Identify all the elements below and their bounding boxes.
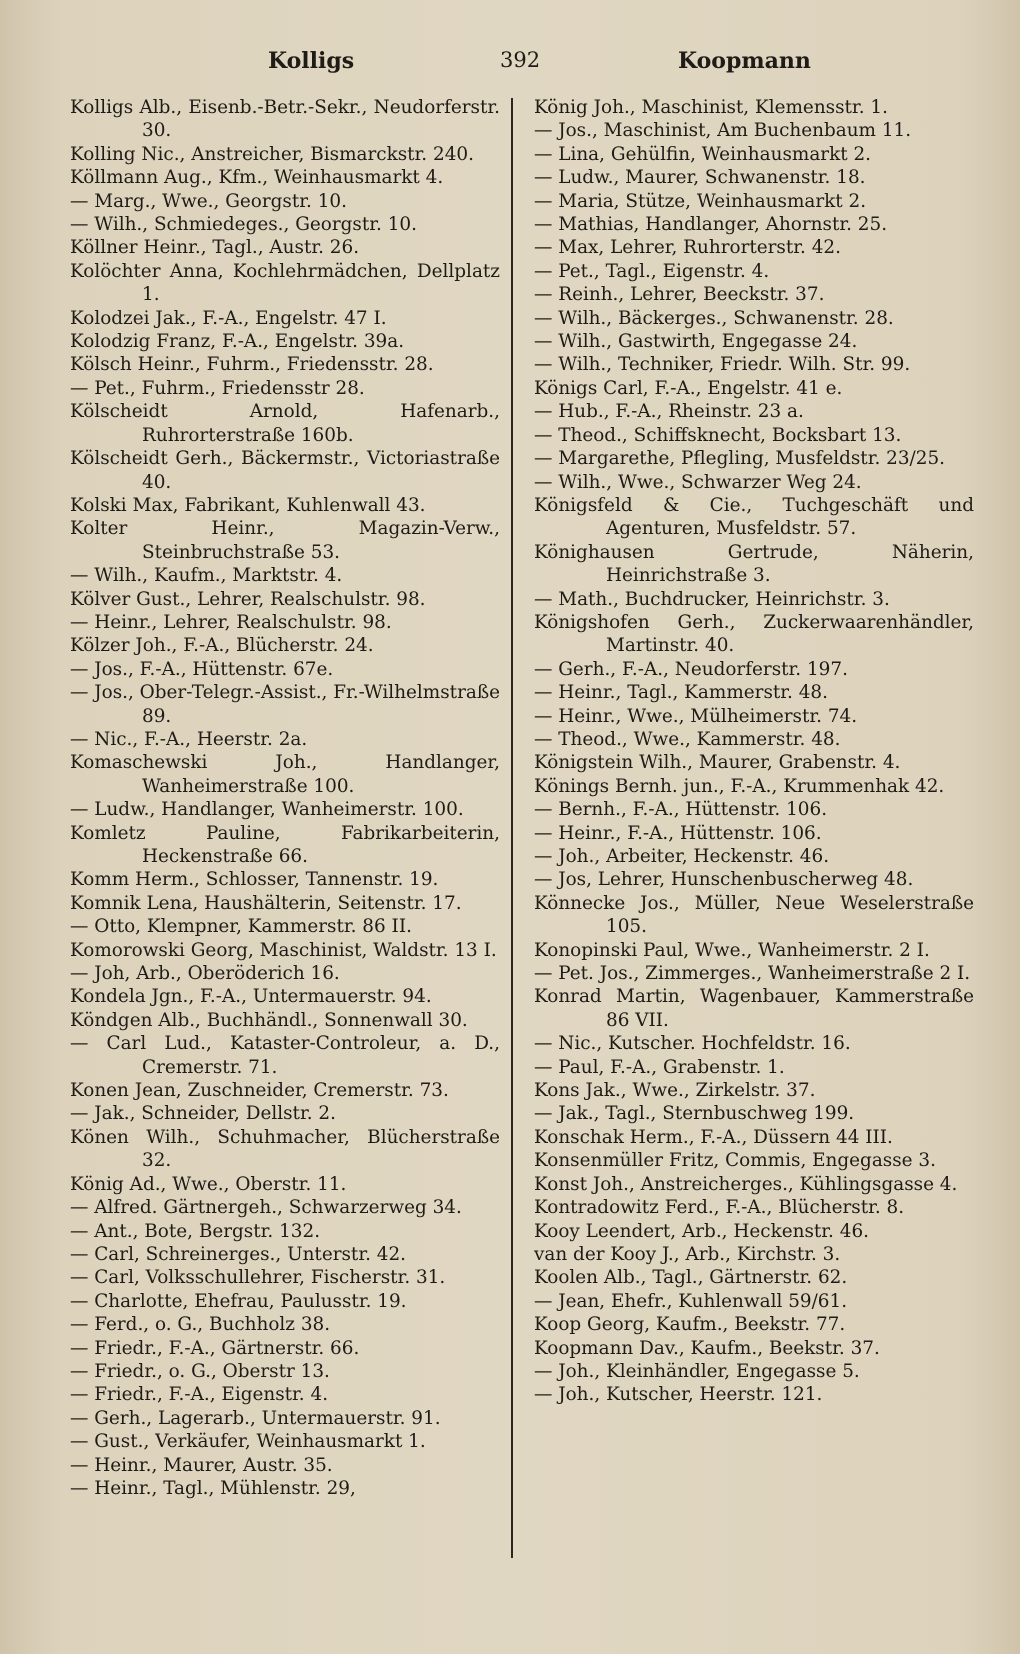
directory-entry: — Jean, Ehefr., Kuhlenwall 59/61.: [534, 1290, 848, 1312]
directory-entry: — Jos, Lehrer, Hunschenbuscherweg 48.: [534, 869, 914, 891]
directory-entry: — Jos., Maschinist, Am Buchenbaum 11.: [534, 120, 912, 142]
directory-entry: Kontradowitz Ferd., F.-A., Blücherstr. 8.: [534, 1197, 905, 1219]
directory-entry: — Lina, Gehülfin, Weinhausmarkt 2.: [534, 143, 872, 165]
directory-entry: — Jak., Schneider, Dellstr. 2.: [70, 1103, 336, 1125]
directory-entry: — Hub., F.-A., Rheinstr. 23 a.: [534, 401, 804, 423]
directory-entry: — Gust., Verkäufer, Weinhausmarkt 1.: [70, 1431, 426, 1453]
directory-entry: — Math., Buchdrucker, Heinrichstr. 3.: [534, 588, 890, 610]
directory-entry: — Gerh., F.-A., Neudorferstr. 197.: [534, 658, 848, 680]
directory-entry: Komorowski Georg, Maschinist, Waldstr. 13 I.: [70, 939, 497, 961]
directory-entry: — Joh, Arb., Oberöderich 16.: [70, 963, 340, 985]
directory-entry: — Margarethe, Pflegling, Musfeldstr. 23/25.: [534, 448, 946, 470]
directory-entry: Konsenmüller Fritz, Commis, Engegasse 3.: [534, 1150, 936, 1172]
directory-entry: — Maria, Stütze, Weinhausmarkt 2.: [534, 190, 867, 212]
directory-entry: — Gerh., Lagerarb., Untermauerstr. 91.: [70, 1407, 441, 1429]
directory-entry: Könings Bernh. jun., F.-A., Krummenhak 42.: [534, 775, 945, 797]
directory-entry: — Heinr., Tagl., Mühlenstr. 29,: [70, 1477, 356, 1499]
column-divider: [511, 98, 513, 1558]
directory-entry: — Heinr., F.-A., Hüttenstr. 106.: [534, 822, 822, 844]
directory-entry: — Max, Lehrer, Ruhrorterstr. 42.: [534, 237, 841, 259]
directory-entry: — Alfred. Gärtnergeh., Schwarzerweg 34.: [70, 1197, 462, 1219]
directory-entry: Köllner Heinr., Tagl., Austr. 26.: [70, 237, 360, 259]
directory-entry: Könighausen Gertrude, Näherin, Heinrichstraße 3.: [534, 541, 974, 587]
directory-entry: van der Kooy J., Arb., Kirchstr. 3.: [534, 1243, 841, 1265]
directory-entry: — Otto, Klempner, Kammerstr. 86 II.: [70, 916, 412, 938]
directory-entry: — Friedr., F.-A., Eigenstr. 4.: [70, 1384, 329, 1406]
directory-entry: — Joh., Arbeiter, Heckenstr. 46.: [534, 846, 830, 867]
directory-entry: Konschak Herm., F.-A., Düssern 44 III.: [534, 1126, 893, 1148]
directory-entry: Königstein Wilh., Maurer, Grabenstr. 4.: [534, 752, 901, 774]
directory-entry: Kolski Max, Fabrikant, Kuhlenwall 43.: [70, 494, 426, 516]
directory-entry: — Jak., Tagl., Sternbuschweg 199.: [534, 1103, 855, 1125]
directory-entry: — Carl, Volksschullehrer, Fischerstr. 31.: [70, 1267, 446, 1289]
directory-entry: Königsfeld & Cie., Tuchgeschäft und Agenturen, Musfeldstr. 57.: [534, 494, 974, 540]
directory-entry: Komm Herm., Schlosser, Tannenstr. 19.: [70, 869, 439, 891]
directory-entry: Konen Jean, Zuschneider, Cremerstr. 73.: [70, 1080, 449, 1102]
directory-entry: — Carl Lud., Kataster-Controleur, a. D., Cremerstr. 71.: [70, 1033, 500, 1078]
directory-entry: — Carl, Schreinerges., Unterstr. 42.: [70, 1243, 407, 1265]
directory-entry: Kolöchter Anna, Kochlehrmädchen, Dellplatz 1.: [70, 260, 500, 306]
directory-entry: Kölzer Joh., F.-A., Blücherstr. 24.: [70, 635, 374, 657]
page-header: [68, 48, 968, 82]
header-left-keyword: Kolligs: [268, 48, 355, 74]
directory-entry: — Heinr., Lehrer, Realschulstr. 98.: [70, 611, 392, 633]
directory-entry: Kolter Heinr., Magazin-Verw., Steinbruchstraße 53.: [70, 518, 500, 563]
directory-entry: Koolen Alb., Tagl., Gärtnerstr. 62.: [534, 1267, 848, 1289]
directory-entry: — Pet., Tagl., Eigenstr. 4.: [534, 260, 770, 282]
directory-entry: — Wilh., Schmiedeges., Georgstr. 10.: [70, 214, 417, 236]
directory-entry: Kolodzig Franz, F.-A., Engelstr. 39a.: [70, 331, 405, 353]
directory-entry: Konopinski Paul, Wwe., Wanheimerstr. 2 I.: [534, 939, 930, 961]
left-column: [70, 96, 500, 1500]
directory-entry: — Pet. Jos., Zimmerges., Wanheimerstraße 2 I.: [534, 963, 971, 985]
directory-entry: — Pet., Fuhrm., Friedensstr 28.: [70, 377, 365, 399]
directory-entry: Köllmann Aug., Kfm., Weinhausmarkt 4.: [70, 167, 444, 189]
directory-entry: Kölscheidt Arnold, Hafenarb., Ruhrorterstraße 160b.: [70, 401, 500, 446]
directory-entry: Kölscheidt Gerh., Bäckermstr., Victoriastraße 40.: [70, 448, 500, 493]
directory-entry: — Wilh., Techniker, Friedr. Wilh. Str. 99.: [534, 354, 911, 376]
directory-entry: — Wilh., Kaufm., Marktstr. 4.: [70, 565, 343, 587]
directory-entry: König Joh., Maschinist, Klemensstr. 1.: [534, 97, 888, 118]
directory-entry: — Ferd., o. G., Buchholz 38.: [70, 1314, 331, 1336]
directory-entry: — Ludw., Maurer, Schwanenstr. 18.: [534, 167, 866, 189]
directory-entry: — Ludw., Handlanger, Wanheimerstr. 100.: [70, 799, 464, 821]
directory-entry: Kölver Gust., Lehrer, Realschulstr. 98.: [70, 588, 426, 610]
directory-entry: — Jos., F.-A., Hüttenstr. 67e.: [70, 658, 334, 680]
directory-entry: Komaschewski Joh., Handlanger, Wanheimerstraße 100.: [70, 752, 500, 797]
directory-entry: Komletz Pauline, Fabrikarbeiterin, Heckenstraße 66.: [70, 822, 500, 867]
directory-entry: Komnik Lena, Haushälterin, Seitenstr. 17.: [70, 892, 462, 914]
directory-entry: Kolodzei Jak., F.-A., Engelstr. 47 I.: [70, 307, 387, 329]
directory-entry: — Nic., Kutscher. Hochfeldstr. 16.: [534, 1033, 851, 1055]
directory-entry: — Friedr., F.-A., Gärtnerstr. 66.: [70, 1337, 360, 1359]
directory-entry: König Ad., Wwe., Oberstr. 11.: [70, 1173, 347, 1195]
directory-entry: Kölsch Heinr., Fuhrm., Friedensstr. 28.: [70, 354, 434, 376]
header-right-keyword: Koopmann: [678, 48, 811, 74]
directory-entry: — Reinh., Lehrer, Beeckstr. 37.: [534, 284, 825, 306]
directory-entry: Konst Joh., Anstreicherges., Kühlingsgasse 4.: [534, 1173, 958, 1195]
directory-entry: Koopmann Dav., Kaufm., Beekstr. 37.: [534, 1337, 880, 1359]
directory-entry: Könnecke Jos., Müller, Neue Weselerstraße 105.: [534, 892, 974, 938]
directory-entry: — Theod., Wwe., Kammerstr. 48.: [534, 728, 841, 750]
directory-entry: — Nic., F.-A., Heerstr. 2a.: [70, 728, 308, 750]
directory-entry: — Wilh., Wwe., Schwarzer Weg 24.: [534, 471, 862, 493]
directory-entry: Koop Georg, Kaufm., Beekstr. 77.: [534, 1314, 846, 1336]
directory-entry: Konrad Martin, Wagenbauer, Kammerstraße 86 VII.: [534, 986, 974, 1031]
directory-entry: Kooy Leendert, Arb., Heckenstr. 46.: [534, 1220, 869, 1242]
directory-entry: — Bernh., F.-A., Hüttenstr. 106.: [534, 799, 828, 821]
directory-entry: — Marg., Wwe., Georgstr. 10.: [70, 190, 347, 212]
directory-entry: Könen Wilh., Schuhmacher, Blücherstraße 32.: [70, 1126, 500, 1172]
directory-entry: — Wilh., Bäckerges., Schwanenstr. 28.: [534, 307, 894, 329]
directory-entry: — Heinr., Wwe., Mülheimerstr. 74.: [534, 705, 858, 727]
directory-entry: — Paul, F.-A., Grabenstr. 1.: [534, 1056, 785, 1078]
directory-entry: — Friedr., o. G., Oberstr 13.: [70, 1360, 330, 1382]
directory-entry: Kondela Jgn., F.-A., Untermauerstr. 94.: [70, 986, 432, 1008]
page-number: 392: [500, 48, 541, 72]
directory-entry: Königshofen Gerh., Zuckerwaarenhändler, Martinstr. 40.: [534, 611, 974, 657]
directory-entry: — Joh., Kleinhändler, Engegasse 5.: [534, 1360, 860, 1382]
directory-entry: — Mathias, Handlanger, Ahornstr. 25.: [534, 214, 888, 236]
directory-entry: — Charlotte, Ehefrau, Paulusstr. 19.: [70, 1290, 407, 1312]
directory-entry: Kolligs Alb., Eisenb.-Betr.-Sekr., Neudorferstr. 30.: [70, 97, 500, 142]
directory-entry: — Wilh., Gastwirth, Engegasse 24.: [534, 331, 858, 353]
directory-entry: — Joh., Kutscher, Heerstr. 121.: [534, 1384, 823, 1406]
directory-entry: — Theod., Schiffsknecht, Bocksbart 13.: [534, 424, 902, 446]
directory-entry: Köndgen Alb., Buchhändl., Sonnenwall 30.: [70, 1009, 468, 1031]
directory-entry: — Heinr., Tagl., Kammerstr. 48.: [534, 682, 828, 704]
directory-entry: Kolling Nic., Anstreicher, Bismarckstr. 240.: [70, 143, 474, 165]
directory-entry: — Ant., Bote, Bergstr. 132.: [70, 1220, 321, 1242]
right-column: [534, 96, 974, 1407]
directory-entry: Königs Carl, F.-A., Engelstr. 41 e.: [534, 377, 843, 399]
directory-entry: — Jos., Ober-Telegr.-Assist., Fr.-Wilhelmstraße 89.: [70, 682, 500, 727]
directory-entry: — Heinr., Maurer, Austr. 35.: [70, 1454, 333, 1476]
directory-entry: Kons Jak., Wwe., Zirkelstr. 37.: [534, 1080, 816, 1102]
